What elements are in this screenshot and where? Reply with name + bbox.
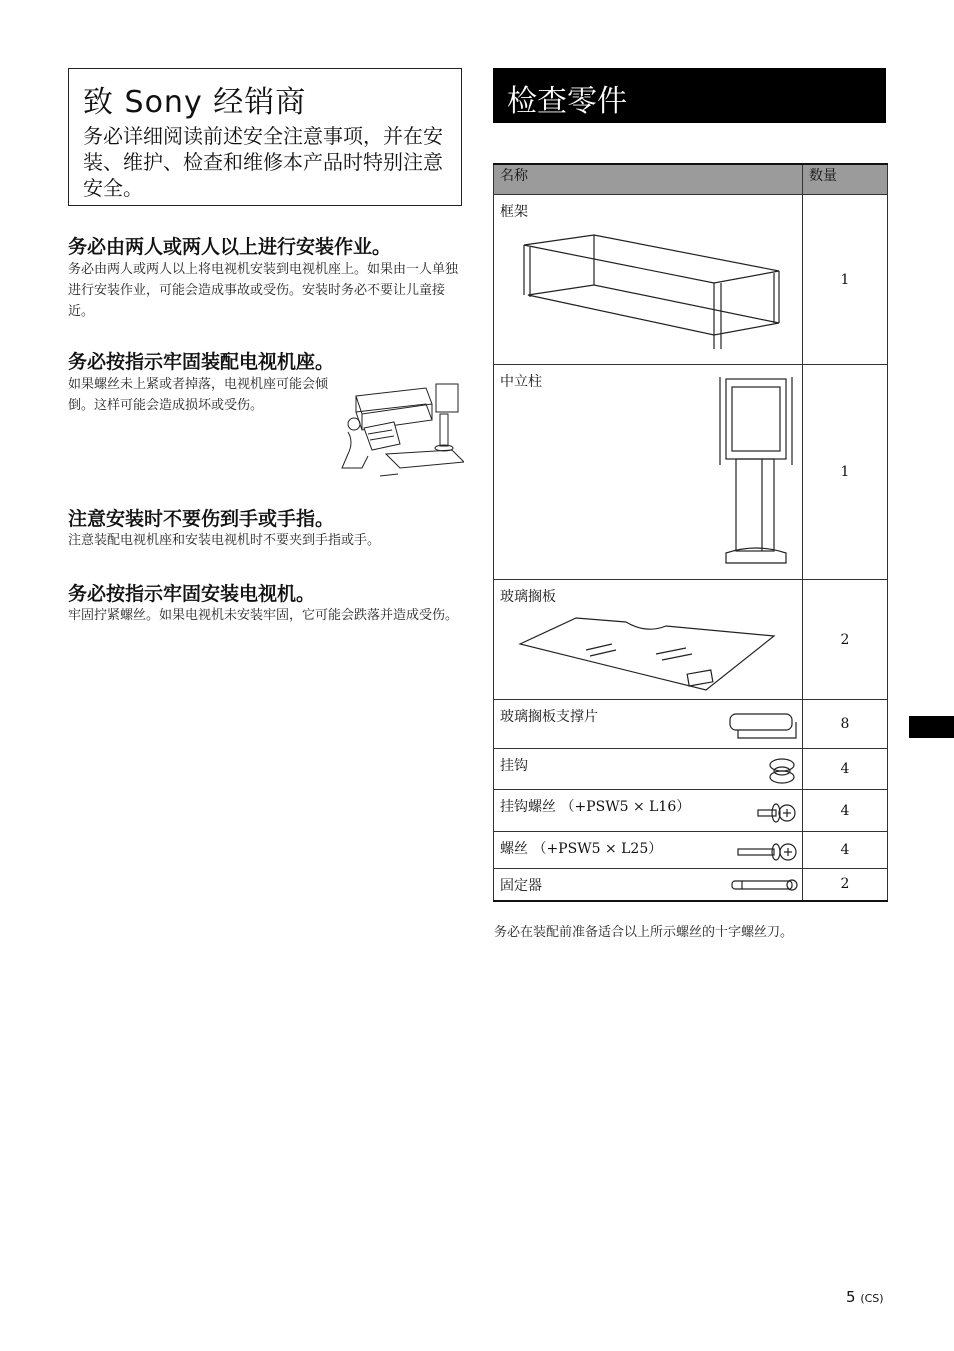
section-body: 注意装配电视机座和安装电视机时不要夹到手指或手。 bbox=[68, 533, 381, 548]
page-number bbox=[846, 1288, 884, 1306]
screw-icon bbox=[736, 840, 798, 864]
table-row bbox=[494, 790, 888, 832]
table-row bbox=[494, 749, 888, 790]
table-row bbox=[494, 832, 888, 869]
part-qty: 4 bbox=[803, 790, 888, 832]
frame-icon bbox=[514, 231, 784, 357]
section-body: 如果螺丝未上紧或者掉落，电视机座可能会倾倒。这样可能会造成损坏或受伤。 bbox=[68, 377, 329, 413]
table-row bbox=[494, 580, 888, 700]
glass-shelf-icon bbox=[516, 614, 781, 694]
hook-screw-icon bbox=[756, 801, 796, 825]
part-qty: 4 bbox=[803, 749, 888, 790]
part-name: 挂钩螺丝 （+PSW5 × L16） bbox=[500, 799, 691, 815]
section-body: 牢固拧紧螺丝。如果电视机未安装牢固，它可能会跌落并造成受伤。 bbox=[68, 608, 459, 623]
page-number-value: 5 bbox=[846, 1288, 856, 1306]
table-row bbox=[494, 195, 888, 365]
part-qty: 8 bbox=[803, 700, 888, 749]
center-column-icon bbox=[718, 373, 798, 573]
dealer-title: 致 Sony 经销商 bbox=[83, 85, 307, 120]
section-tab-marker bbox=[909, 716, 954, 738]
part-name: 挂钩 bbox=[500, 758, 528, 774]
fixer-icon bbox=[730, 877, 800, 893]
part-qty: 4 bbox=[803, 832, 888, 869]
part-qty: 1 bbox=[803, 365, 888, 580]
part-name: 中立柱 bbox=[500, 374, 542, 390]
section-heading: 务必由两人或两人以上进行安装作业。 bbox=[68, 236, 392, 258]
page-number-suffix: (CS) bbox=[860, 1292, 884, 1305]
hook-icon bbox=[766, 757, 800, 785]
part-qty: 2 bbox=[803, 580, 888, 700]
parts-title-bar bbox=[493, 68, 886, 123]
part-name: 玻璃搁板支撑片 bbox=[500, 709, 598, 725]
shelf-support-icon bbox=[728, 710, 800, 744]
table-row bbox=[494, 365, 888, 580]
part-name: 螺丝 （+PSW5 × L25） bbox=[500, 841, 663, 857]
assembly-illustration bbox=[334, 378, 464, 482]
part-name: 框架 bbox=[500, 204, 528, 220]
table-row bbox=[494, 700, 888, 749]
parts-table bbox=[493, 163, 888, 902]
part-name: 固定器 bbox=[500, 878, 542, 894]
parts-title: 检查零件 bbox=[507, 84, 627, 119]
dealer-subtitle: 务必详细阅读前述安全注意事项，并在安装、维护、检查和维修本产品时特别注意安全。 bbox=[83, 124, 443, 200]
section-heading: 务必按指示牢固装配电视机座。 bbox=[68, 351, 335, 373]
dealer-notice-box bbox=[68, 68, 462, 206]
section-heading: 务必按指示牢固安装电视机。 bbox=[68, 583, 316, 605]
section-body: 务必由两人或两人以上将电视机安装到电视机座上。如果由一人单独进行安装作业，可能会造成事故或受伤。安装时务必不要让儿童接近。 bbox=[68, 262, 459, 319]
part-name: 玻璃搁板 bbox=[500, 589, 556, 605]
col-header-qty: 数量 bbox=[803, 164, 888, 195]
screwdriver-note: 务必在装配前准备适合以上所示螺丝的十字螺丝刀。 bbox=[494, 925, 794, 940]
part-qty: 1 bbox=[803, 195, 888, 365]
part-qty: 2 bbox=[803, 869, 888, 901]
section-heading: 注意安装时不要伤到手或手指。 bbox=[68, 508, 335, 530]
table-row bbox=[494, 869, 888, 901]
col-header-name: 名称 bbox=[494, 164, 803, 195]
